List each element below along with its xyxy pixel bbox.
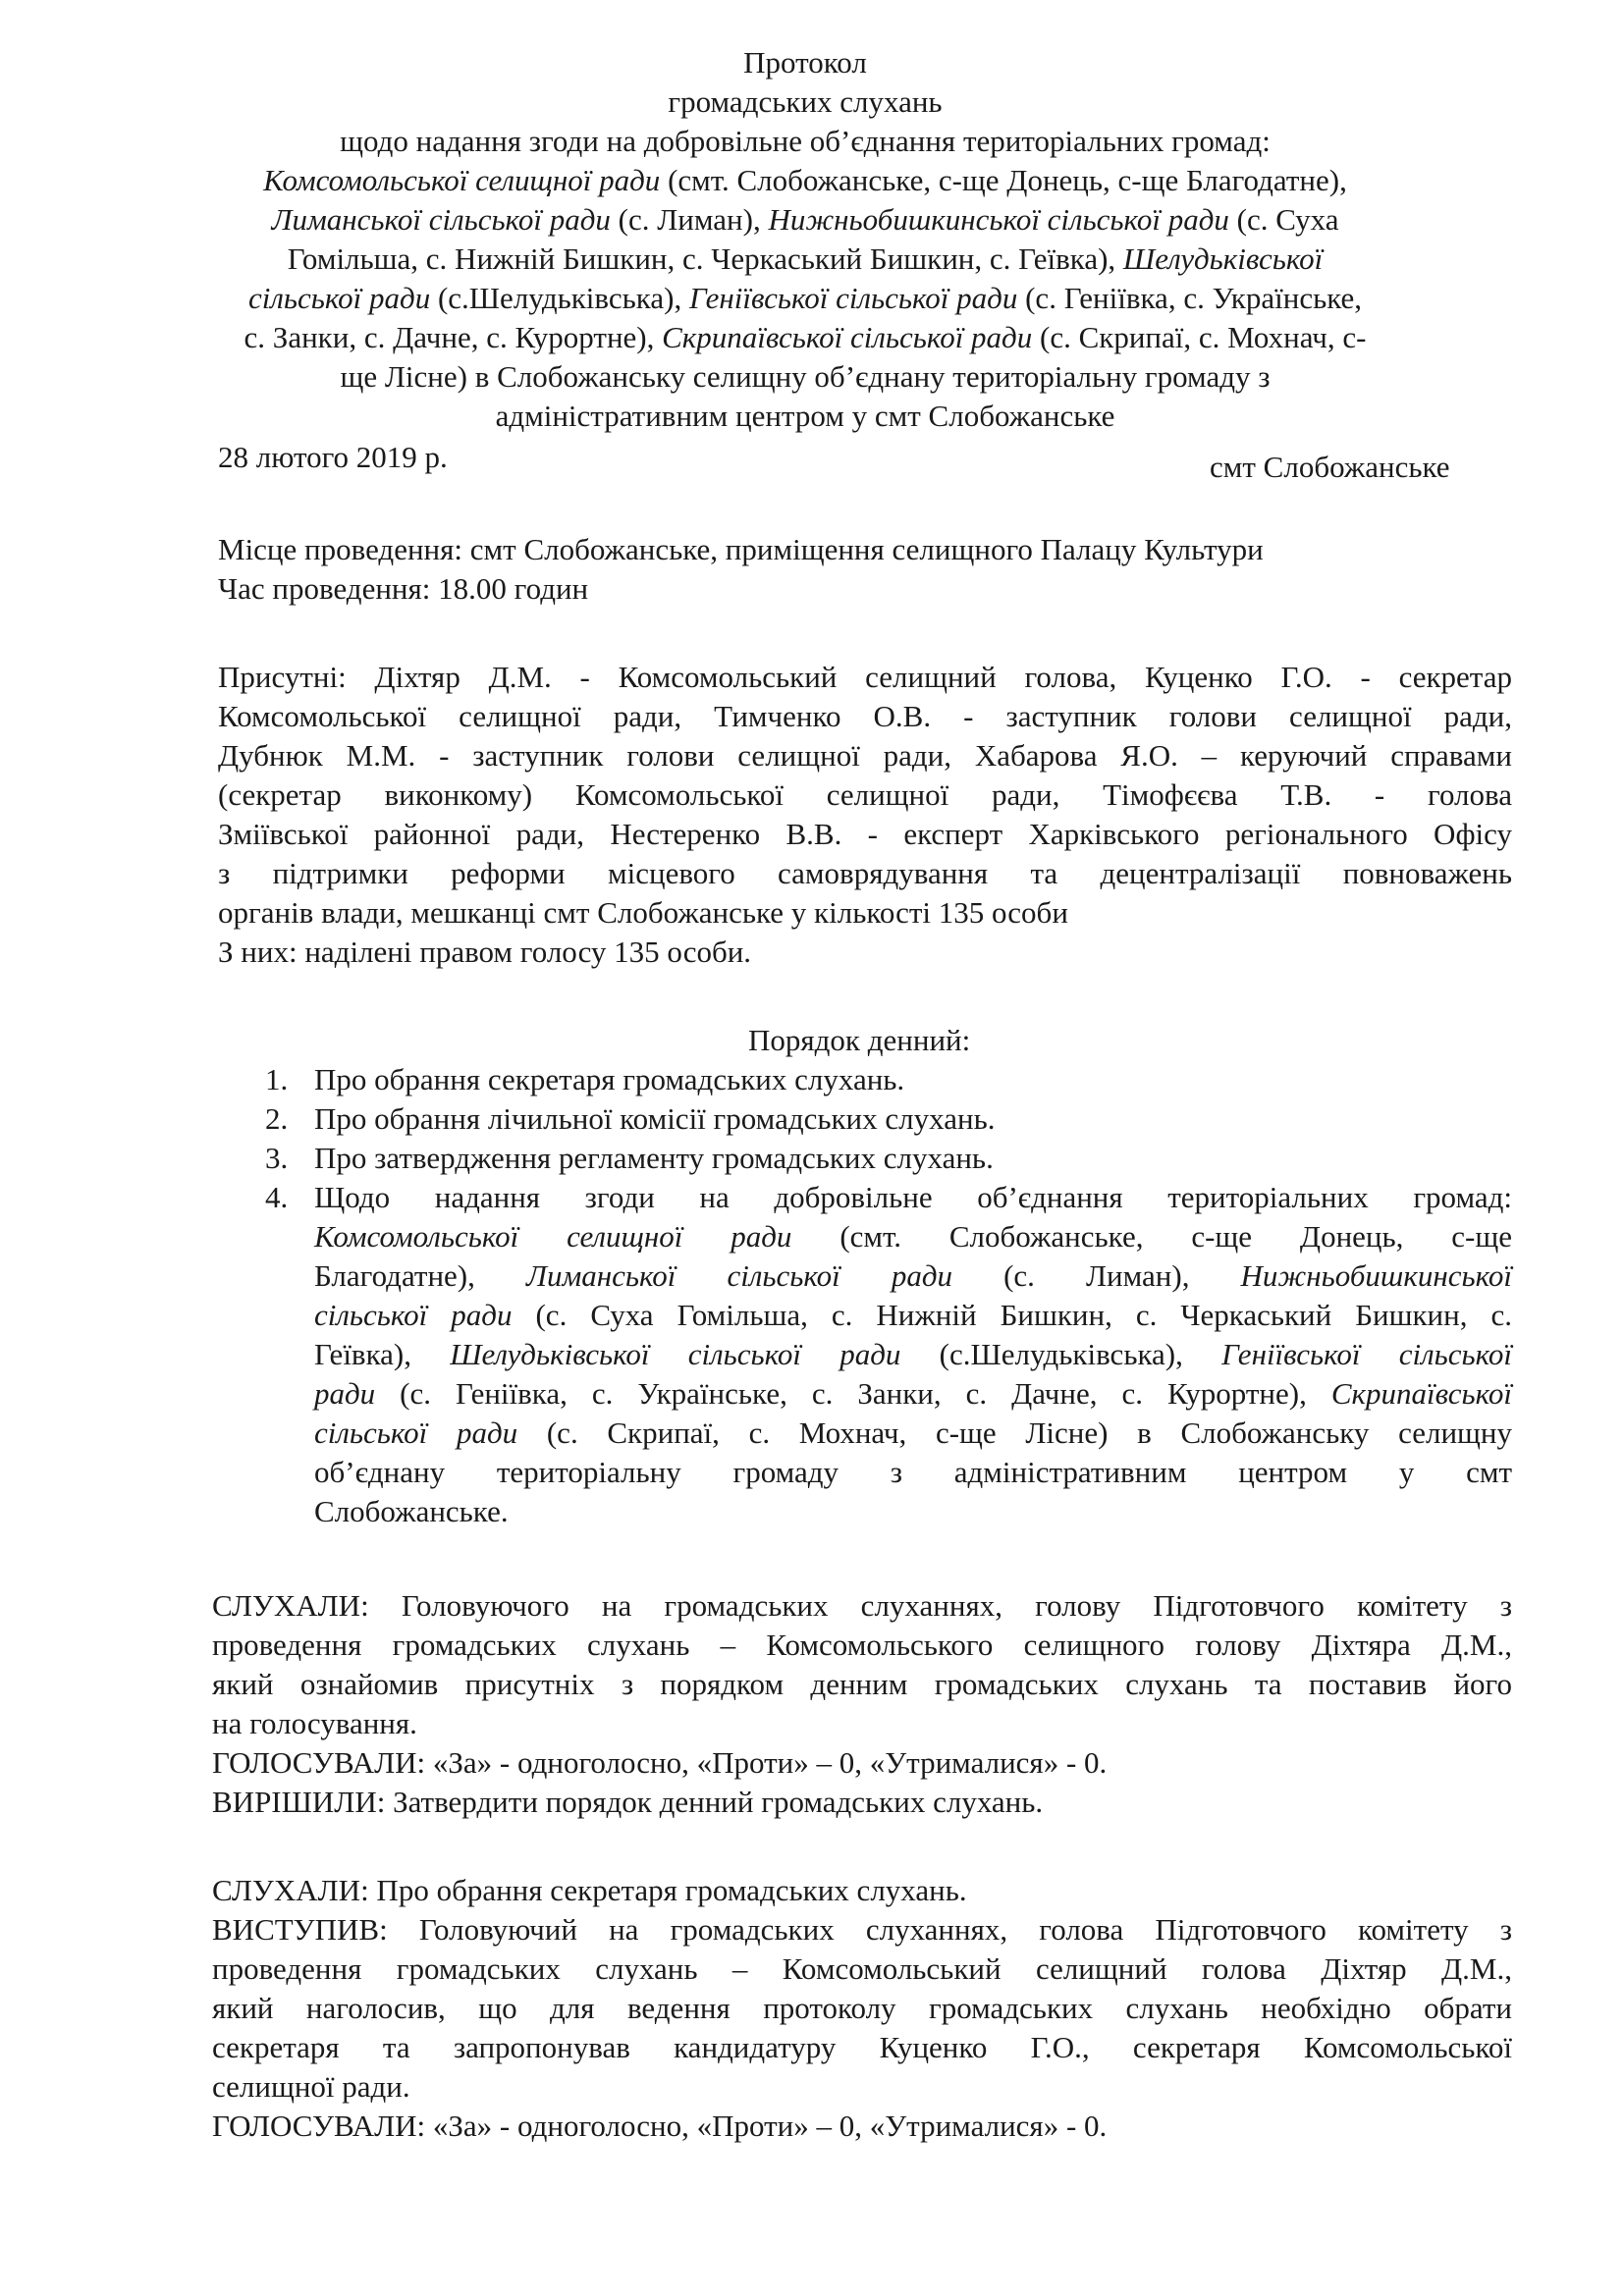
council-name: сільської ради [247,281,431,315]
attendees-line: органів влади, мешканці смт Слобожанське у кількості 135 особи [218,895,1068,930]
council-name: Нижньобишкинської сільської ради [768,202,1229,237]
agenda-text: (с. Скрипаї, с. Мохнач, с-ще Лісне) в Слобожанську селищну [517,1415,1512,1450]
voted-line: ГОЛОСУВАЛИ: «За» - одноголосно, «Проти» – 0, «Утрималися» - 0. [212,2109,1108,2143]
agenda-item-cont: об’єднану територіальну громаду з адміністративним центром у смт [314,1455,1512,1489]
speaker-line: проведення громадських слухань – Комсомольський селищний голова Діхтяр Д.М., [212,1951,1512,1986]
agenda-item: Про затвердження регламенту громадських слухань. [314,1141,994,1175]
header-line [226,318,1384,357]
council-name: Комсомольської селищної ради [263,163,661,197]
council-name: сільської ради [314,1298,513,1332]
header-text: (с. Скрипаї, с. Мохнач, с- [1032,320,1367,354]
council-name: Нижньобишкинської [1240,1258,1513,1293]
attendees-line: (секретар виконкому) Комсомольської селищної ради, Тімофєєва Т.В. - голова [218,777,1512,812]
header-text: (с. Суха [1228,202,1339,237]
agenda-item-cont [314,1296,1512,1335]
speaker-line: селищної ради. [212,2069,410,2104]
header-line [226,279,1384,318]
council-name: Шелудьківської сільської ради [450,1337,901,1371]
header-text: (с.Шелудьківська), [430,281,689,315]
council-name: Геніївської сільської ради [688,281,1018,315]
attendees-line: Присутні: Діхтяр Д.М. - Комсомольський селищний голова, Куценко Г.О. - секретар [218,660,1512,694]
agenda-text: (с.Шелудьківська), [900,1337,1222,1371]
council-name: Комсомольської селищної ради [314,1219,792,1254]
header-line [226,240,1384,279]
header-line: ще Лісне) в Слобожанську селищну об’єднану територіальну громаду з [340,359,1271,394]
header-text: (смт. Слобожанське, с-ще Донець, с-ще Благодатне), [660,163,1347,197]
agenda-text: (смт. Слобожанське, с-ще Донець, с-ще [791,1219,1512,1254]
agenda-item-cont [314,1414,1512,1453]
agenda-text: (с. Суха Гомільша, с. Нижній Бишкин, с. Черкаський Бишкин, с. [512,1298,1512,1332]
attendees-line: Дубнюк М.М. - заступник голови селищної ради, Хабарова Я.О. – керуючий справами [218,738,1512,773]
attendees-line: Зміївської районної ради, Нестеренко В.В. - експерт Харківського регіонального Офісу [218,817,1512,851]
heard-line: СЛУХАЛИ: Головуючого на громадських слуханнях, голову Підготовчого комітету з [212,1588,1512,1623]
header-line [226,161,1384,200]
agenda-text: Благодатне), [314,1258,526,1293]
agenda-number: 2. [265,1101,289,1136]
voting-rights-line: З них: наділені правом голосу 135 особи. [218,934,752,969]
heard-line: СЛУХАЛИ: Про обрання секретаря громадських слухань. [212,1873,967,1907]
agenda-number: 4. [265,1180,289,1214]
time-line: Час проведення: 18.00 годин [218,571,589,606]
agenda-item: Про обрання секретаря громадських слухань. [314,1062,905,1096]
agenda-title: Порядок денний: [748,1023,971,1057]
council-name: ради [314,1376,376,1411]
heard-line: на голосування. [212,1706,417,1740]
document-place: смт Слобожанське [1210,450,1450,484]
heard-line: проведення громадських слухань – Комсомольського селищного голову Діхтяра Д.М., [212,1628,1512,1662]
agenda-number: 1. [265,1062,289,1096]
council-name: Скрипаївської [1330,1376,1512,1411]
agenda-item-cont: Слобожанське. [314,1494,509,1528]
decided-line: ВИРІШИЛИ: Затвердити порядок денний громадських слухань. [212,1785,1044,1819]
header-line [226,200,1384,240]
document-title: Протокол [743,45,867,80]
speaker-line: ВИСТУПИВ: Головуючий на громадських слуханнях, голова Підготовчого комітету з [212,1912,1512,1947]
council-name: Геніївської сільської [1221,1337,1513,1371]
agenda-text: Геївка), [314,1337,451,1371]
agenda-item-cont [314,1256,1512,1296]
agenda-item: Про обрання лічильної комісії громадських слухань. [314,1101,996,1136]
agenda-item-cont [314,1374,1512,1414]
agenda-item: Щодо надання згоди на добровільне об’єднання територіальних громад: [314,1180,1512,1214]
attendees-line: з підтримки реформи місцевого самоврядування та децентралізації повноважень [218,856,1512,890]
council-name: Скрипаївської сільської ради [662,320,1033,354]
agenda-number: 3. [265,1141,289,1175]
council-name: сільської ради [314,1415,518,1450]
header-text: Гомільша, с. Нижній Бишкин, с. Черкаський Бишкин, с. Геївка), [287,241,1123,276]
header-text: (с. Лиман), [610,202,769,237]
document-date: 28 лютого 2019 р. [218,440,448,474]
header-line: адміністративним центром у смт Слобожанське [495,399,1115,433]
council-name: Лиманської сільської ради [271,202,611,237]
voted-line: ГОЛОСУВАЛИ: «За» - одноголосно, «Проти» – 0, «Утрималися» - 0. [212,1745,1108,1780]
agenda-text: (с. Геніївка, с. Українське, с. Занки, с. Дачне, с. Курортне), [375,1376,1331,1411]
header-text: (с. Геніївка, с. Українське, [1017,281,1363,315]
venue-line: Місце проведення: смт Слобожанське, приміщення селищного Палацу Культури [218,532,1264,566]
header-line: щодо надання згоди на добровільне об’єднання територіальних громад: [340,124,1271,158]
agenda-text: (с. Лиман), [952,1258,1241,1293]
document-subtitle: громадських слухань [668,84,943,119]
council-name: Лиманської сільської ради [525,1258,953,1293]
speaker-line: який наголосив, що для ведення протоколу громадських слухань необхідно обрати [212,1991,1512,2025]
header-text: с. Занки, с. Дачне, с. Курортне), [244,320,663,354]
council-name: Шелудьківської [1122,241,1324,276]
attendees-line: Комсомольської селищної ради, Тимченко О.В. - заступник голови селищної ради, [218,699,1512,733]
agenda-item-cont [314,1217,1512,1256]
agenda-item-cont [314,1335,1512,1374]
heard-line: який ознайомив присутніх з порядком денним громадських слухань та поставив його [212,1667,1512,1701]
speaker-line: секретаря та запропонував кандидатуру Куценко Г.О., секретаря Комсомольської [212,2030,1512,2064]
